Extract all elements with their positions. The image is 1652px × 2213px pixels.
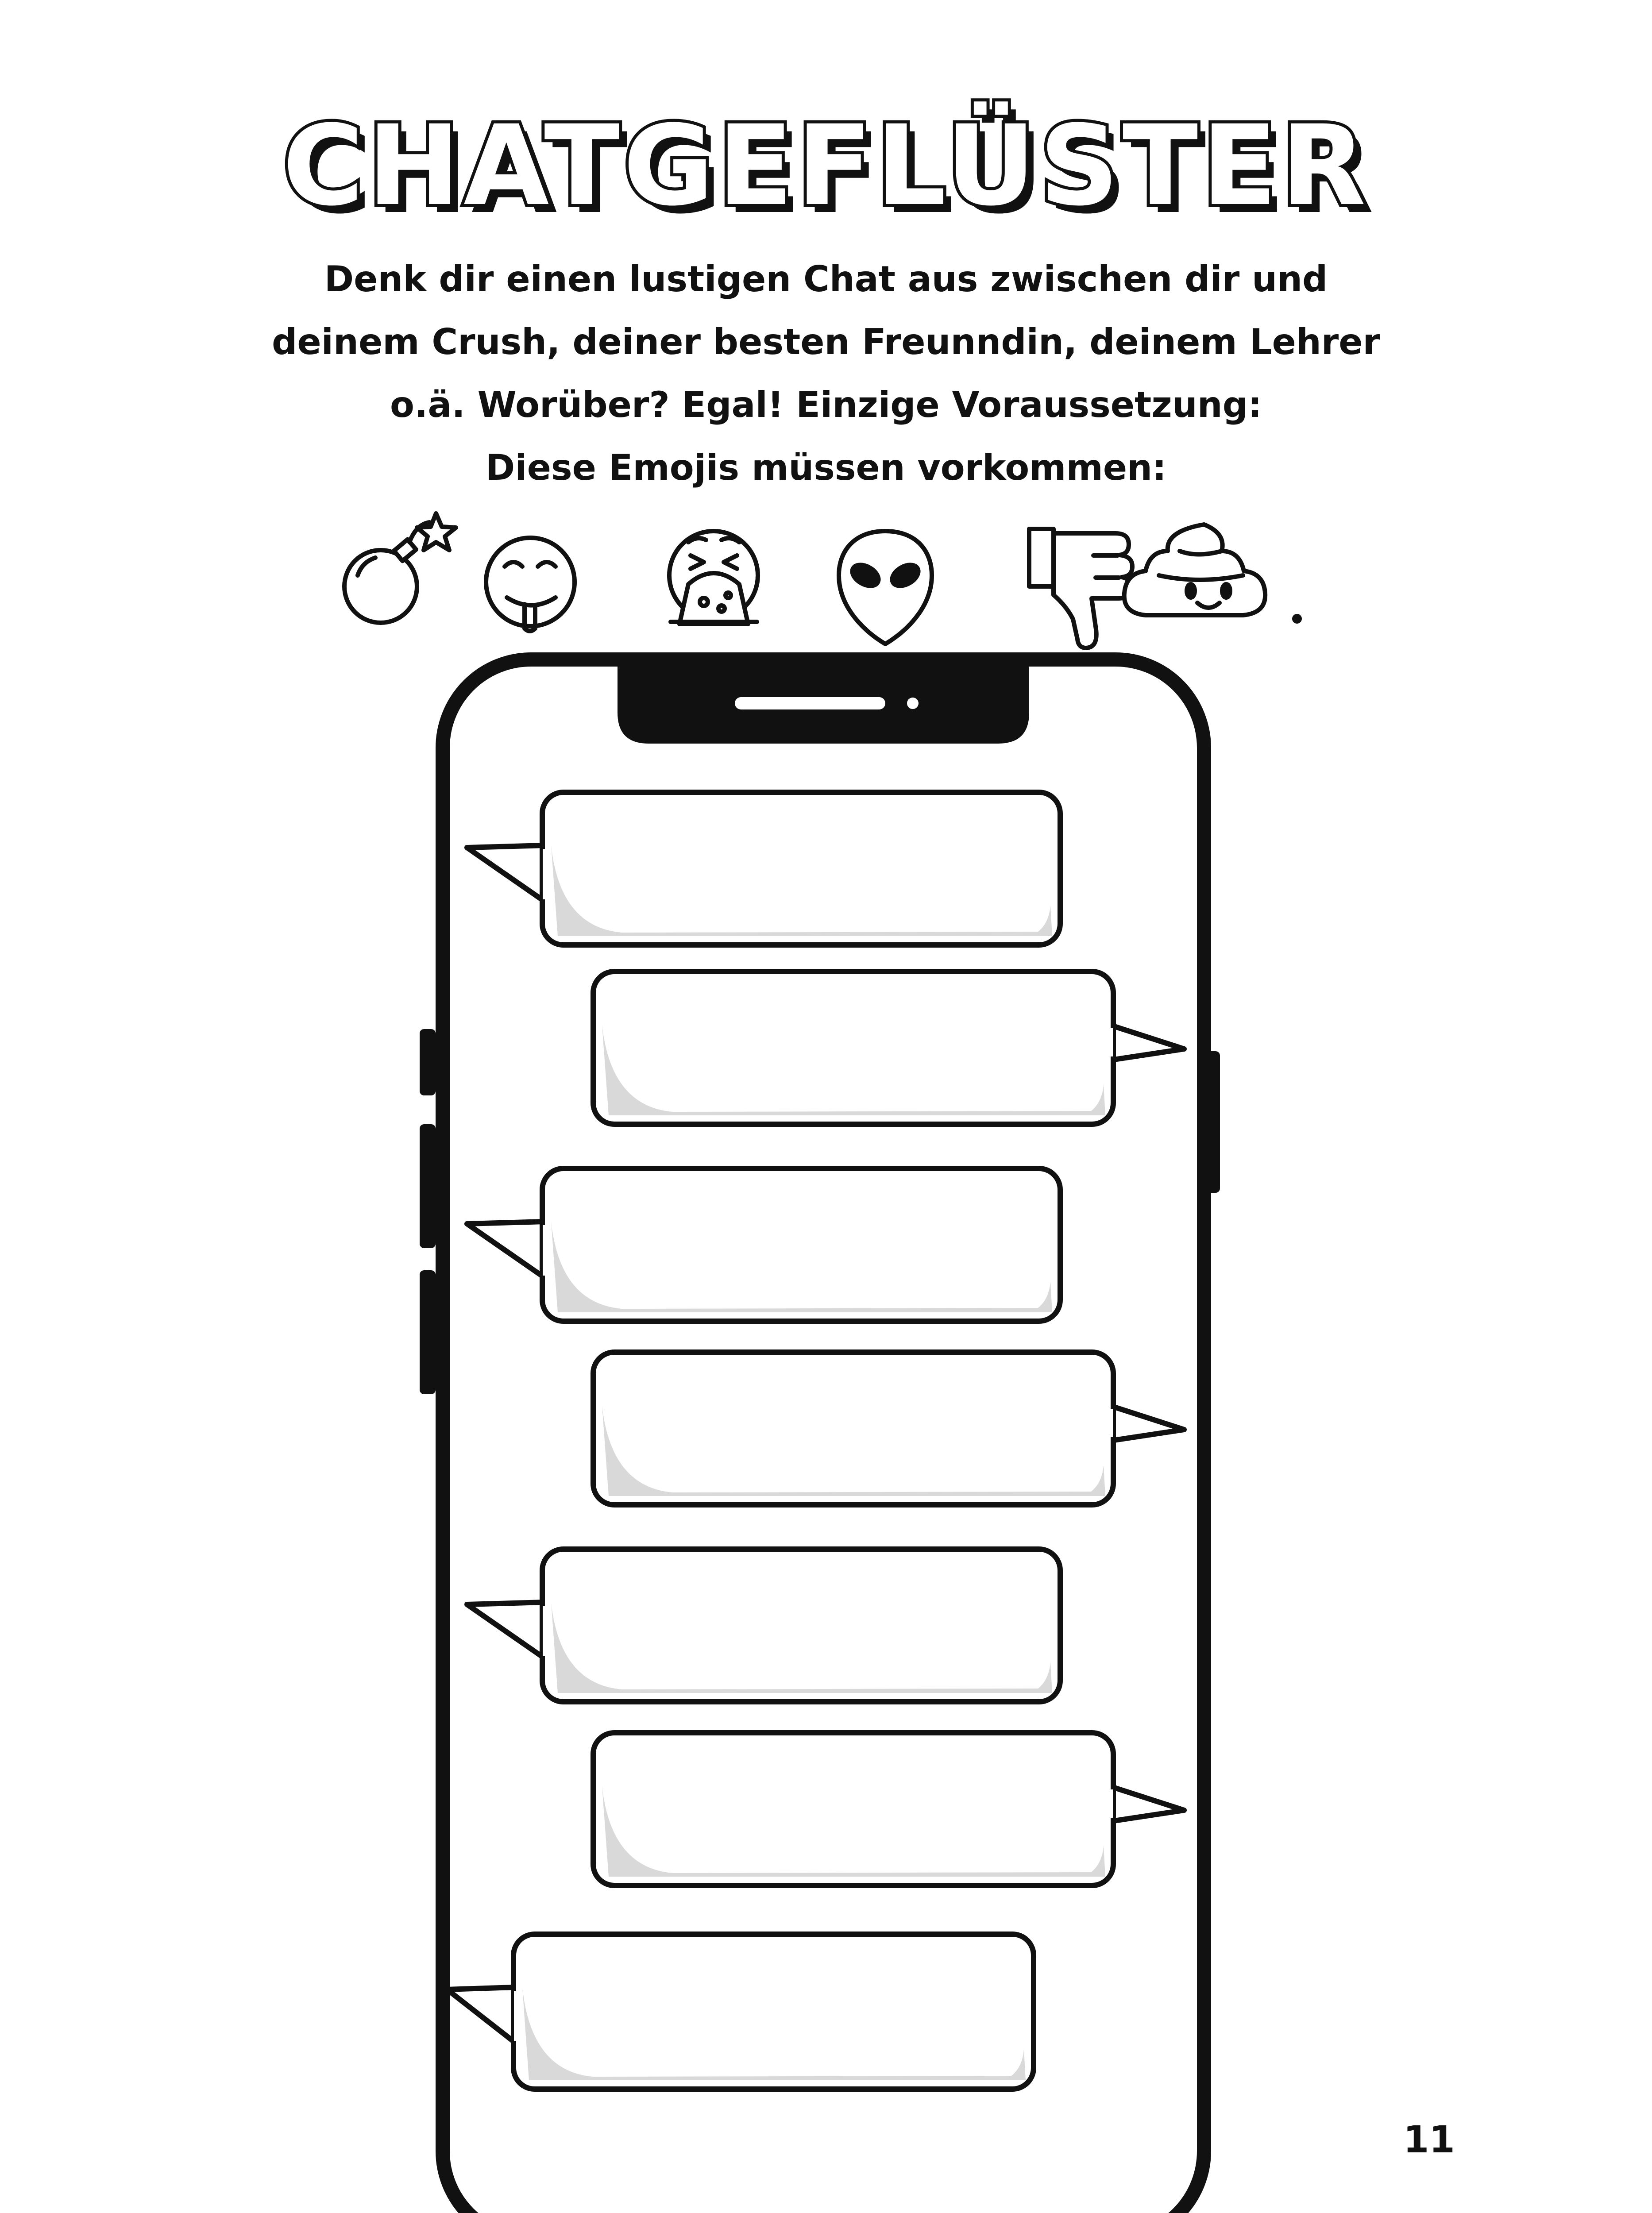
page-number: 11	[1403, 2118, 1455, 2161]
chat-bubble-left	[467, 792, 1060, 945]
bubble-tail-join	[1107, 1409, 1113, 1437]
bubble-tail-join	[514, 1991, 520, 2041]
instruction-line-4: Diese Emojis müssen vorkommen:	[485, 447, 1167, 488]
phone-speaker	[735, 697, 885, 709]
bubble-tail-join	[543, 849, 548, 899]
instruction-line-3: o.ä. Worüber? Egal! Einzige Voraussetzung:	[390, 384, 1262, 425]
bubble-tail-join	[543, 1225, 548, 1276]
phone-camera	[907, 698, 919, 709]
chat-bubble-right	[593, 1733, 1184, 1885]
phone-side-button	[420, 1124, 436, 1248]
bubble-tail-join	[1107, 1028, 1113, 1056]
chat-bubble-left	[467, 1168, 1060, 1321]
chat-bubble-left	[447, 1934, 1034, 2089]
bubble-box[interactable]	[542, 1168, 1060, 1321]
bubble-box[interactable]	[593, 1733, 1113, 1885]
bubble-box[interactable]	[542, 792, 1060, 945]
chat-bubble-left	[467, 1549, 1060, 1702]
instruction-line-2: deinem Crush, deiner besten Freunndin, deinem Lehrer	[272, 321, 1380, 362]
chat-bubble-right	[593, 972, 1184, 1124]
bubble-box[interactable]	[542, 1549, 1060, 1702]
bubble-tail-join	[543, 1606, 548, 1656]
bubble-box[interactable]	[593, 972, 1113, 1124]
phone-side-button	[420, 1270, 436, 1394]
phone-side-button	[420, 1029, 436, 1095]
chat-bubble-right	[593, 1352, 1184, 1505]
page-title: CHATGEFLÜSTER	[282, 101, 1370, 230]
bubble-box[interactable]	[593, 1352, 1113, 1505]
bubble-tail-join	[1107, 1789, 1113, 1818]
instruction-line-1: Denk dir einen lustigen Chat aus zwischen dir und	[324, 258, 1328, 300]
bubble-box[interactable]	[513, 1934, 1034, 2089]
